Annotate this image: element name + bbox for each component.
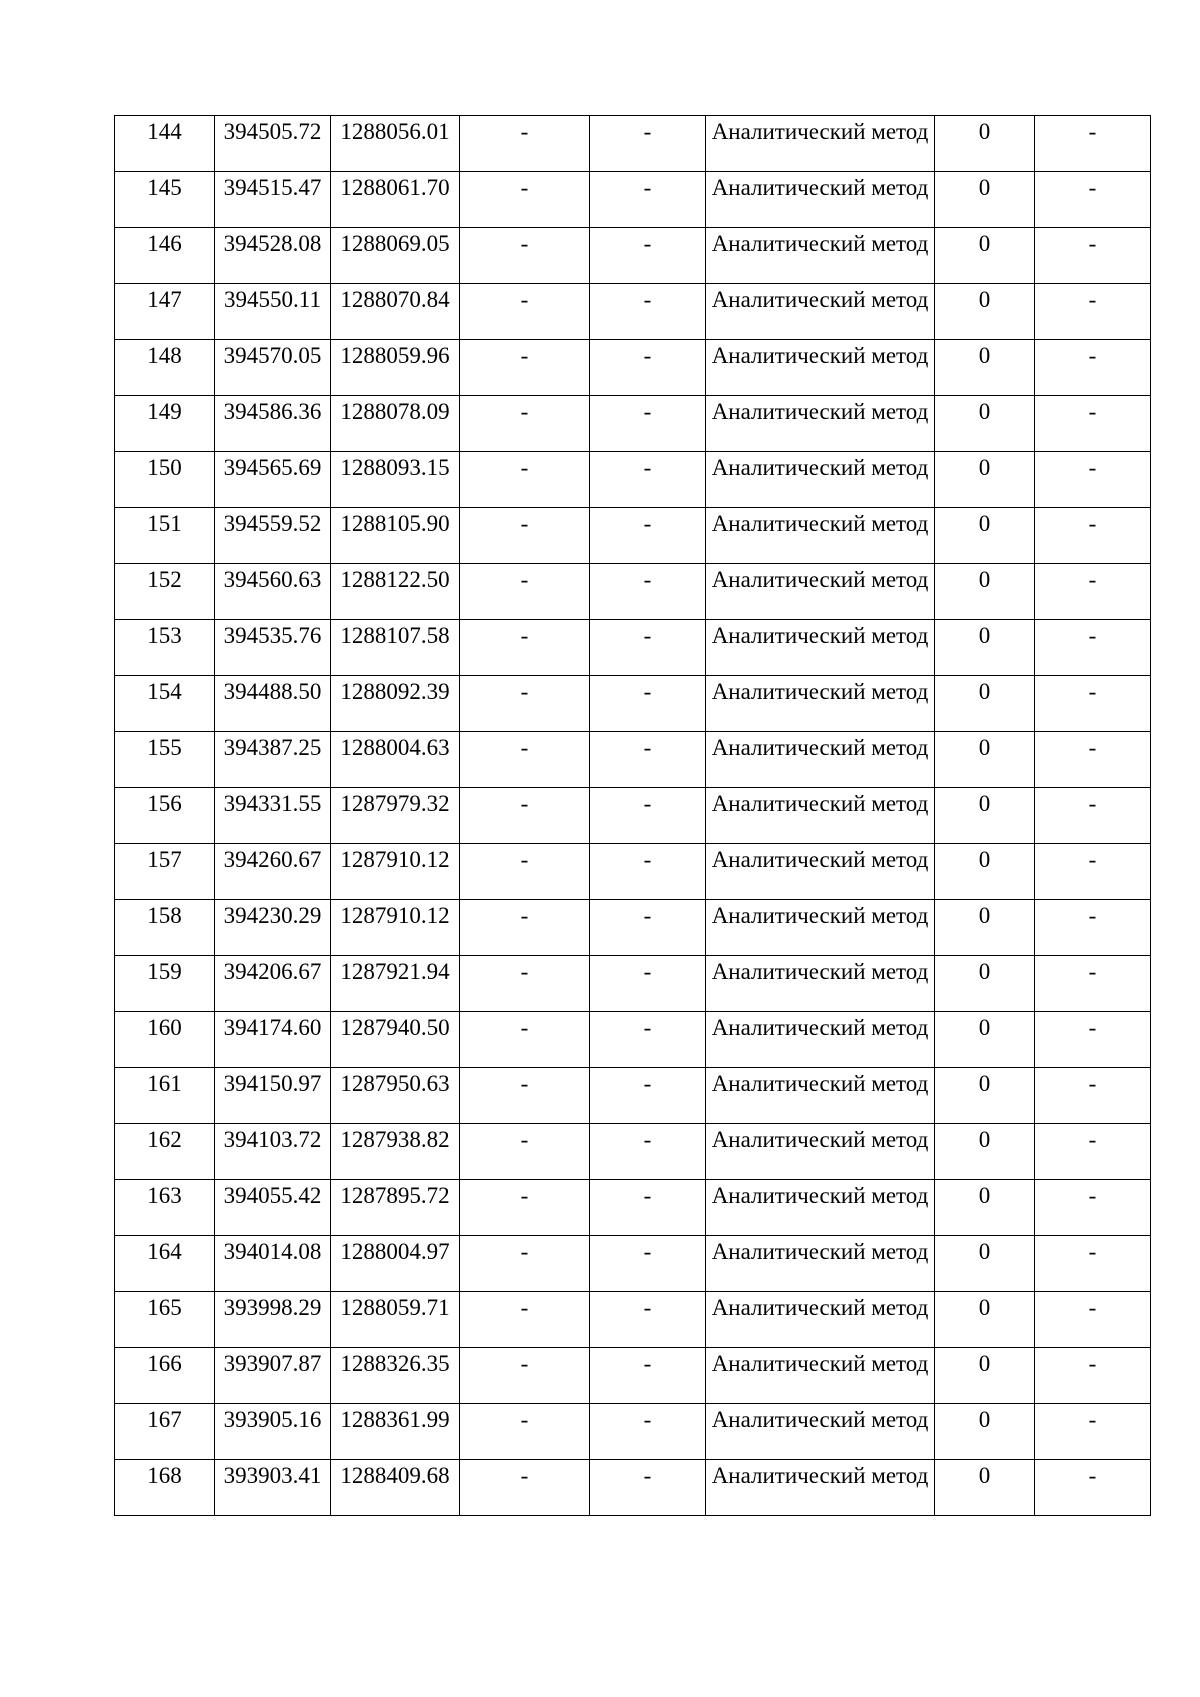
method-cell: Аналитический метод <box>706 172 935 228</box>
column-8-cell: - <box>1035 172 1151 228</box>
x-coordinate-cell: 394055.42 <box>215 1180 331 1236</box>
column-5-cell: - <box>590 1348 706 1404</box>
x-coordinate-cell: 394014.08 <box>215 1236 331 1292</box>
column-8-cell: - <box>1035 1012 1151 1068</box>
column-7-cell: 0 <box>935 340 1035 396</box>
column-5-cell: - <box>590 564 706 620</box>
column-5-cell: - <box>590 228 706 284</box>
column-8-cell: - <box>1035 676 1151 732</box>
table-row <box>115 956 1151 1012</box>
column-7-cell: 0 <box>935 620 1035 676</box>
x-coordinate-cell: 394206.67 <box>215 956 331 1012</box>
method-cell: Аналитический метод <box>706 676 935 732</box>
column-7-cell: 0 <box>935 900 1035 956</box>
column-8-cell: - <box>1035 116 1151 172</box>
column-4-cell: - <box>460 340 590 396</box>
point-number-cell: 145 <box>115 172 215 228</box>
y-coordinate-cell: 1288105.90 <box>331 508 460 564</box>
table-row <box>115 340 1151 396</box>
method-cell: Аналитический метод <box>706 900 935 956</box>
column-8-cell: - <box>1035 228 1151 284</box>
column-5-cell: - <box>590 620 706 676</box>
column-7-cell: 0 <box>935 1348 1035 1404</box>
column-5-cell: - <box>590 1236 706 1292</box>
x-coordinate-cell: 393907.87 <box>215 1348 331 1404</box>
column-5-cell: - <box>590 788 706 844</box>
column-4-cell: - <box>460 1236 590 1292</box>
point-number-cell: 156 <box>115 788 215 844</box>
column-7-cell: 0 <box>935 396 1035 452</box>
column-7-cell: 0 <box>935 732 1035 788</box>
column-5-cell: - <box>590 1404 706 1460</box>
table-row <box>115 1012 1151 1068</box>
x-coordinate-cell: 394174.60 <box>215 1012 331 1068</box>
table-row <box>115 1068 1151 1124</box>
column-8-cell: - <box>1035 788 1151 844</box>
y-coordinate-cell: 1287895.72 <box>331 1180 460 1236</box>
column-5-cell: - <box>590 1292 706 1348</box>
y-coordinate-cell: 1288078.09 <box>331 396 460 452</box>
column-7-cell: 0 <box>935 1012 1035 1068</box>
column-4-cell: - <box>460 1348 590 1404</box>
y-coordinate-cell: 1288107.58 <box>331 620 460 676</box>
table-row <box>115 228 1151 284</box>
y-coordinate-cell: 1288061.70 <box>331 172 460 228</box>
point-number-cell: 150 <box>115 452 215 508</box>
column-4-cell: - <box>460 228 590 284</box>
table-row <box>115 844 1151 900</box>
column-8-cell: - <box>1035 844 1151 900</box>
y-coordinate-cell: 1287910.12 <box>331 844 460 900</box>
point-number-cell: 152 <box>115 564 215 620</box>
method-cell: Аналитический метод <box>706 1236 935 1292</box>
method-cell: Аналитический метод <box>706 1180 935 1236</box>
method-cell: Аналитический метод <box>706 340 935 396</box>
point-number-cell: 162 <box>115 1124 215 1180</box>
method-cell: Аналитический метод <box>706 844 935 900</box>
method-cell: Аналитический метод <box>706 1460 935 1516</box>
column-4-cell: - <box>460 508 590 564</box>
column-5-cell: - <box>590 396 706 452</box>
table-row <box>115 172 1151 228</box>
x-coordinate-cell: 394331.55 <box>215 788 331 844</box>
x-coordinate-cell: 394515.47 <box>215 172 331 228</box>
method-cell: Аналитический метод <box>706 956 935 1012</box>
table-row <box>115 1292 1151 1348</box>
column-5-cell: - <box>590 1180 706 1236</box>
x-coordinate-cell: 394260.67 <box>215 844 331 900</box>
column-7-cell: 0 <box>935 564 1035 620</box>
y-coordinate-cell: 1288326.35 <box>331 1348 460 1404</box>
table-row <box>115 1180 1151 1236</box>
column-5-cell: - <box>590 844 706 900</box>
y-coordinate-cell: 1288070.84 <box>331 284 460 340</box>
method-cell: Аналитический метод <box>706 396 935 452</box>
column-8-cell: - <box>1035 620 1151 676</box>
method-cell: Аналитический метод <box>706 564 935 620</box>
column-4-cell: - <box>460 564 590 620</box>
x-coordinate-cell: 394528.08 <box>215 228 331 284</box>
table-row <box>115 732 1151 788</box>
column-8-cell: - <box>1035 564 1151 620</box>
point-number-cell: 160 <box>115 1012 215 1068</box>
point-number-cell: 155 <box>115 732 215 788</box>
column-7-cell: 0 <box>935 116 1035 172</box>
column-7-cell: 0 <box>935 172 1035 228</box>
table-row <box>115 1460 1151 1516</box>
column-5-cell: - <box>590 508 706 564</box>
table-body <box>115 116 1151 1516</box>
column-7-cell: 0 <box>935 1460 1035 1516</box>
y-coordinate-cell: 1288069.05 <box>331 228 460 284</box>
column-7-cell: 0 <box>935 1124 1035 1180</box>
column-8-cell: - <box>1035 284 1151 340</box>
y-coordinate-cell: 1288361.99 <box>331 1404 460 1460</box>
column-7-cell: 0 <box>935 1068 1035 1124</box>
y-coordinate-cell: 1288093.15 <box>331 452 460 508</box>
column-8-cell: - <box>1035 956 1151 1012</box>
point-number-cell: 151 <box>115 508 215 564</box>
table-row <box>115 116 1151 172</box>
point-number-cell: 153 <box>115 620 215 676</box>
table-row <box>115 620 1151 676</box>
table-row <box>115 564 1151 620</box>
x-coordinate-cell: 394230.29 <box>215 900 331 956</box>
column-8-cell: - <box>1035 1124 1151 1180</box>
method-cell: Аналитический метод <box>706 1404 935 1460</box>
column-7-cell: 0 <box>935 284 1035 340</box>
method-cell: Аналитический метод <box>706 1348 935 1404</box>
coordinates-table <box>114 115 1151 1516</box>
column-5-cell: - <box>590 1460 706 1516</box>
x-coordinate-cell: 393905.16 <box>215 1404 331 1460</box>
column-4-cell: - <box>460 1460 590 1516</box>
method-cell: Аналитический метод <box>706 1068 935 1124</box>
column-8-cell: - <box>1035 1348 1151 1404</box>
column-7-cell: 0 <box>935 1236 1035 1292</box>
x-coordinate-cell: 394559.52 <box>215 508 331 564</box>
column-4-cell: - <box>460 396 590 452</box>
point-number-cell: 149 <box>115 396 215 452</box>
x-coordinate-cell: 394150.97 <box>215 1068 331 1124</box>
column-8-cell: - <box>1035 340 1151 396</box>
column-7-cell: 0 <box>935 788 1035 844</box>
table-row <box>115 900 1151 956</box>
column-5-cell: - <box>590 732 706 788</box>
y-coordinate-cell: 1288092.39 <box>331 676 460 732</box>
column-4-cell: - <box>460 284 590 340</box>
column-8-cell: - <box>1035 732 1151 788</box>
column-5-cell: - <box>590 340 706 396</box>
column-5-cell: - <box>590 676 706 732</box>
method-cell: Аналитический метод <box>706 284 935 340</box>
point-number-cell: 159 <box>115 956 215 1012</box>
x-coordinate-cell: 394535.76 <box>215 620 331 676</box>
column-5-cell: - <box>590 284 706 340</box>
column-4-cell: - <box>460 676 590 732</box>
method-cell: Аналитический метод <box>706 1124 935 1180</box>
y-coordinate-cell: 1287979.32 <box>331 788 460 844</box>
column-7-cell: 0 <box>935 228 1035 284</box>
column-7-cell: 0 <box>935 1404 1035 1460</box>
point-number-cell: 165 <box>115 1292 215 1348</box>
column-5-cell: - <box>590 116 706 172</box>
point-number-cell: 154 <box>115 676 215 732</box>
column-4-cell: - <box>460 620 590 676</box>
method-cell: Аналитический метод <box>706 732 935 788</box>
x-coordinate-cell: 394586.36 <box>215 396 331 452</box>
y-coordinate-cell: 1287910.12 <box>331 900 460 956</box>
column-7-cell: 0 <box>935 1180 1035 1236</box>
column-8-cell: - <box>1035 900 1151 956</box>
point-number-cell: 163 <box>115 1180 215 1236</box>
column-7-cell: 0 <box>935 844 1035 900</box>
column-7-cell: 0 <box>935 956 1035 1012</box>
point-number-cell: 158 <box>115 900 215 956</box>
column-8-cell: - <box>1035 1460 1151 1516</box>
method-cell: Аналитический метод <box>706 452 935 508</box>
column-8-cell: - <box>1035 396 1151 452</box>
y-coordinate-cell: 1287938.82 <box>331 1124 460 1180</box>
point-number-cell: 144 <box>115 116 215 172</box>
point-number-cell: 146 <box>115 228 215 284</box>
column-4-cell: - <box>460 1068 590 1124</box>
column-8-cell: - <box>1035 1180 1151 1236</box>
point-number-cell: 161 <box>115 1068 215 1124</box>
y-coordinate-cell: 1288059.71 <box>331 1292 460 1348</box>
column-8-cell: - <box>1035 508 1151 564</box>
column-4-cell: - <box>460 1292 590 1348</box>
table-row <box>115 1236 1151 1292</box>
column-8-cell: - <box>1035 1404 1151 1460</box>
column-5-cell: - <box>590 452 706 508</box>
method-cell: Аналитический метод <box>706 1292 935 1348</box>
table-row <box>115 1348 1151 1404</box>
x-coordinate-cell: 394505.72 <box>215 116 331 172</box>
method-cell: Аналитический метод <box>706 116 935 172</box>
table-row <box>115 1404 1151 1460</box>
x-coordinate-cell: 394550.11 <box>215 284 331 340</box>
point-number-cell: 167 <box>115 1404 215 1460</box>
column-7-cell: 0 <box>935 676 1035 732</box>
column-7-cell: 0 <box>935 508 1035 564</box>
x-coordinate-cell: 394387.25 <box>215 732 331 788</box>
x-coordinate-cell: 394488.50 <box>215 676 331 732</box>
table-row <box>115 284 1151 340</box>
x-coordinate-cell: 394565.69 <box>215 452 331 508</box>
column-8-cell: - <box>1035 452 1151 508</box>
y-coordinate-cell: 1288409.68 <box>331 1460 460 1516</box>
point-number-cell: 148 <box>115 340 215 396</box>
column-4-cell: - <box>460 732 590 788</box>
point-number-cell: 168 <box>115 1460 215 1516</box>
column-5-cell: - <box>590 1068 706 1124</box>
table-row <box>115 396 1151 452</box>
x-coordinate-cell: 393903.41 <box>215 1460 331 1516</box>
table-row <box>115 788 1151 844</box>
method-cell: Аналитический метод <box>706 228 935 284</box>
y-coordinate-cell: 1287950.63 <box>331 1068 460 1124</box>
method-cell: Аналитический метод <box>706 788 935 844</box>
point-number-cell: 166 <box>115 1348 215 1404</box>
y-coordinate-cell: 1288004.63 <box>331 732 460 788</box>
x-coordinate-cell: 394560.63 <box>215 564 331 620</box>
column-4-cell: - <box>460 116 590 172</box>
column-5-cell: - <box>590 956 706 1012</box>
table-row <box>115 1124 1151 1180</box>
table-row <box>115 676 1151 732</box>
column-4-cell: - <box>460 788 590 844</box>
column-5-cell: - <box>590 1012 706 1068</box>
column-7-cell: 0 <box>935 452 1035 508</box>
y-coordinate-cell: 1288059.96 <box>331 340 460 396</box>
point-number-cell: 157 <box>115 844 215 900</box>
column-5-cell: - <box>590 1124 706 1180</box>
y-coordinate-cell: 1287940.50 <box>331 1012 460 1068</box>
y-coordinate-cell: 1288122.50 <box>331 564 460 620</box>
column-4-cell: - <box>460 172 590 228</box>
column-8-cell: - <box>1035 1068 1151 1124</box>
x-coordinate-cell: 393998.29 <box>215 1292 331 1348</box>
column-5-cell: - <box>590 900 706 956</box>
point-number-cell: 164 <box>115 1236 215 1292</box>
point-number-cell: 147 <box>115 284 215 340</box>
x-coordinate-cell: 394570.05 <box>215 340 331 396</box>
method-cell: Аналитический метод <box>706 620 935 676</box>
x-coordinate-cell: 394103.72 <box>215 1124 331 1180</box>
table-row <box>115 508 1151 564</box>
column-4-cell: - <box>460 1404 590 1460</box>
y-coordinate-cell: 1288004.97 <box>331 1236 460 1292</box>
column-7-cell: 0 <box>935 1292 1035 1348</box>
column-8-cell: - <box>1035 1236 1151 1292</box>
column-4-cell: - <box>460 900 590 956</box>
column-4-cell: - <box>460 956 590 1012</box>
column-4-cell: - <box>460 452 590 508</box>
column-4-cell: - <box>460 1124 590 1180</box>
method-cell: Аналитический метод <box>706 508 935 564</box>
column-4-cell: - <box>460 1180 590 1236</box>
column-4-cell: - <box>460 844 590 900</box>
y-coordinate-cell: 1288056.01 <box>331 116 460 172</box>
method-cell: Аналитический метод <box>706 1012 935 1068</box>
column-8-cell: - <box>1035 1292 1151 1348</box>
table-row <box>115 452 1151 508</box>
column-5-cell: - <box>590 172 706 228</box>
column-4-cell: - <box>460 1012 590 1068</box>
y-coordinate-cell: 1287921.94 <box>331 956 460 1012</box>
